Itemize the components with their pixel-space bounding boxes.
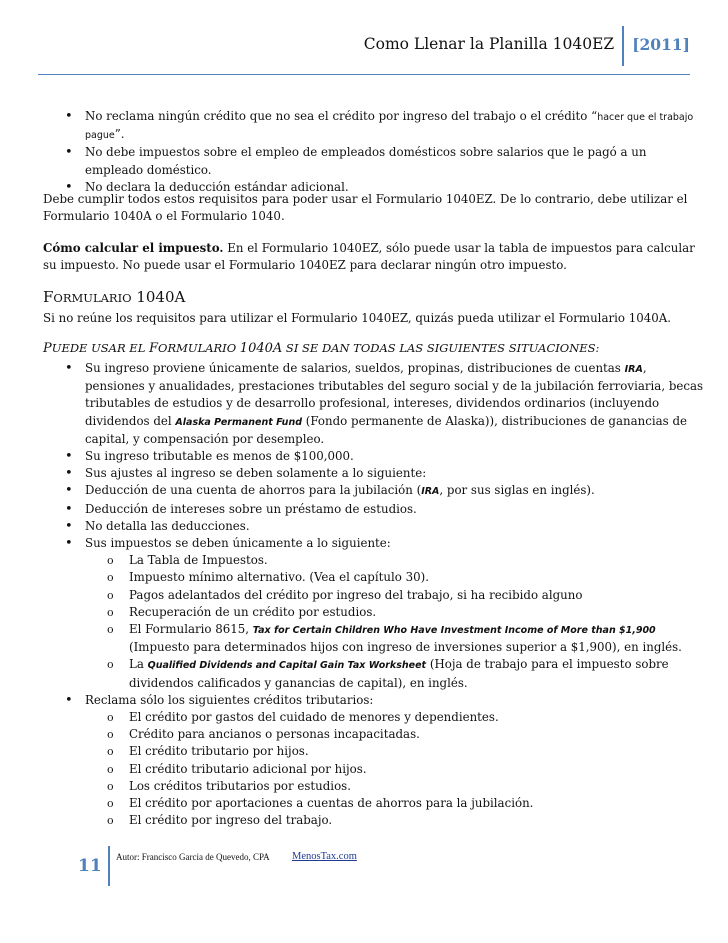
page-number: 11	[78, 856, 102, 876]
sub-list-item	[43, 726, 706, 743]
sub-list-item	[43, 761, 706, 778]
sub-list-item	[43, 621, 706, 656]
section-heading	[43, 289, 710, 307]
list-item-text: Sus ajustes al ingreso se deben solamente a lo siguiente:	[85, 466, 427, 481]
list-item	[43, 501, 706, 518]
sub-item-text: (Impuesto para determinados hijos con ingreso de inversiones superior a $1,900), en inglés.	[129, 640, 682, 655]
sub-list-item	[43, 569, 706, 586]
list-item-text: No reclama ningún crédito que no sea el crédito por ingreso del trabajo o el crédito “	[85, 109, 598, 123]
subheading-text: UEDE USAR EL	[51, 341, 149, 355]
subsection-heading	[43, 340, 710, 357]
subheading-text: SI SE DAN TODAS LAS SIGUIENTES SITUACIONES:	[282, 341, 600, 355]
sub-list-item	[43, 656, 706, 691]
sub-item-text: El crédito tributario adicional por hijos.	[129, 761, 367, 776]
list-item-text: , pensiones y anualidades, prestaciones tributables del seguro social y de la jubilación ferroviaria, becas tributables de estudios y de desarrollo profesional, intereses, dividendos ordinarios (incluyendo dividendos del	[85, 361, 704, 428]
list-item	[43, 535, 706, 552]
subheading-text: ORMULARIO	[158, 341, 240, 355]
list-item-text: No declara la deducción estándar adicional.	[85, 179, 349, 194]
subheading-initial: P	[43, 341, 52, 356]
sub-list-item	[43, 604, 706, 621]
sub-item-text: Los créditos tributarios por estudios.	[129, 778, 351, 793]
list-item	[43, 360, 706, 448]
subheading-number: 1040A	[239, 341, 283, 356]
paragraph: Debe cumplir todos estos requisitos para poder usar el Formulario 1040EZ. De lo contrario, debe utilizar el Formulario 1040A o el Formulario 1040.	[43, 192, 688, 224]
list-item-text: Reclama sólo los siguientes créditos tributarios:	[85, 692, 374, 707]
subheading-initial: F	[148, 341, 159, 356]
sub-item-text: El crédito por aportaciones a cuentas de ahorros para la jubilación.	[129, 796, 534, 811]
sub-item-text: (Hoja de trabajo para el impuesto sobre dividendos calificados y ganancias de capital), en inglés.	[129, 657, 669, 690]
sub-item-emphasis: Qualified Dividends and Capital Gain Tax Worksheet	[147, 660, 427, 672]
requirements-list	[43, 108, 710, 196]
list-item-text: Sus impuestos se deben únicamente a lo siguiente:	[85, 536, 391, 551]
sub-list-item	[43, 778, 706, 795]
list-item-text: , por sus siglas en inglés).	[439, 483, 595, 498]
heading-text: ORMULARIO	[53, 291, 132, 305]
sub-item-text: El crédito tributario por hijos.	[129, 744, 309, 759]
list-item	[43, 448, 706, 465]
list-item	[43, 465, 706, 482]
sub-list-item	[43, 587, 706, 604]
list-item-text: Su ingreso tributable es menos de $100,000.	[85, 449, 354, 464]
section-intro: Si no reúne los requisitos para utilizar el Formulario 1040EZ, quizás pueda utilizar el Formulario 1040A.	[43, 311, 672, 325]
list-item	[43, 518, 706, 535]
list-item	[43, 692, 706, 709]
list-item-emphasis: Alaska Permanent Fund	[175, 416, 303, 428]
heading-number: 1040A	[131, 288, 186, 306]
sub-item-text: La	[129, 657, 148, 672]
sub-item-text: El crédito por gastos del cuidado de menores y dependientes.	[129, 710, 499, 725]
list-item-text: Deducción de una cuenta de ahorros para la jubilación (	[85, 483, 422, 498]
list-item-text: Su ingreso proviene únicamente de salarios, sueldos, propinas, distribuciones de cuentas	[85, 361, 625, 375]
list-item-text: No debe impuestos sobre el empleo de empleados domésticos sobre salarios que le pagó a un empleado doméstico.	[85, 145, 647, 177]
list-item-text: ”.	[114, 127, 125, 142]
header-title: Como Llenar la Planilla 1040EZ	[363, 35, 615, 53]
sub-list-item	[43, 795, 706, 812]
sub-list-item	[43, 743, 706, 760]
list-item-quote: hacer que el trabajo pague	[85, 112, 694, 142]
list-item	[43, 108, 710, 144]
list-item-text: (Fondo permanente de Alaska)), distribuciones de ganancias de capital, y compensación por desempleo.	[85, 413, 687, 446]
paragraph-text: En el Formulario 1040EZ, sólo puede usar la tabla de impuestos para calcular su impuesto. No puede usar el Formulario 1040EZ para declarar ningún otro impuesto.	[43, 241, 695, 273]
sub-item-text: La Tabla de Impuestos.	[129, 553, 268, 568]
conditions-list	[43, 360, 706, 829]
header-rule	[38, 74, 690, 75]
sub-list-item	[43, 552, 706, 569]
heading-initial: F	[43, 288, 54, 306]
paragraph	[43, 240, 710, 274]
footer-site-link[interactable]: MenosTax.com	[292, 851, 357, 862]
list-item-emphasis: IRA	[624, 364, 643, 375]
list-item-text: Deducción de intereses sobre un préstamo de estudios.	[85, 501, 417, 516]
page-header	[364, 30, 690, 60]
sub-list-item	[43, 812, 706, 829]
sub-item-text: Pagos adelantados del crédito por ingreso del trabajo, si ha recibido alguno	[129, 587, 583, 602]
list-item	[43, 144, 710, 178]
sub-item-text: El crédito por ingreso del trabajo.	[129, 813, 333, 828]
footer-author: Autor: Francisco Garcia de Quevedo, CPA	[116, 852, 270, 862]
sub-item-text: El Formulario 8615,	[129, 622, 253, 637]
sub-list-item	[43, 709, 706, 726]
list-item	[43, 482, 706, 500]
paragraph-heading: Cómo calcular el impuesto.	[43, 241, 224, 255]
footer-divider	[108, 846, 110, 886]
sub-item-text: Recuperación de un crédito por estudios.	[129, 604, 377, 619]
list-item-emphasis: IRA	[421, 486, 440, 498]
page-footer	[56, 846, 676, 886]
list-item-text: No detalla las deducciones.	[85, 518, 250, 533]
sub-item-text: Impuesto mínimo alternativo. (Vea el capítulo 30).	[129, 570, 429, 585]
header-year: [2011]	[632, 35, 690, 54]
sub-item-emphasis: Tax for Certain Children Who Have Investment Income of More than $1,900	[252, 625, 656, 637]
sub-item-text: Crédito para ancianos o personas incapacitadas.	[129, 727, 420, 742]
